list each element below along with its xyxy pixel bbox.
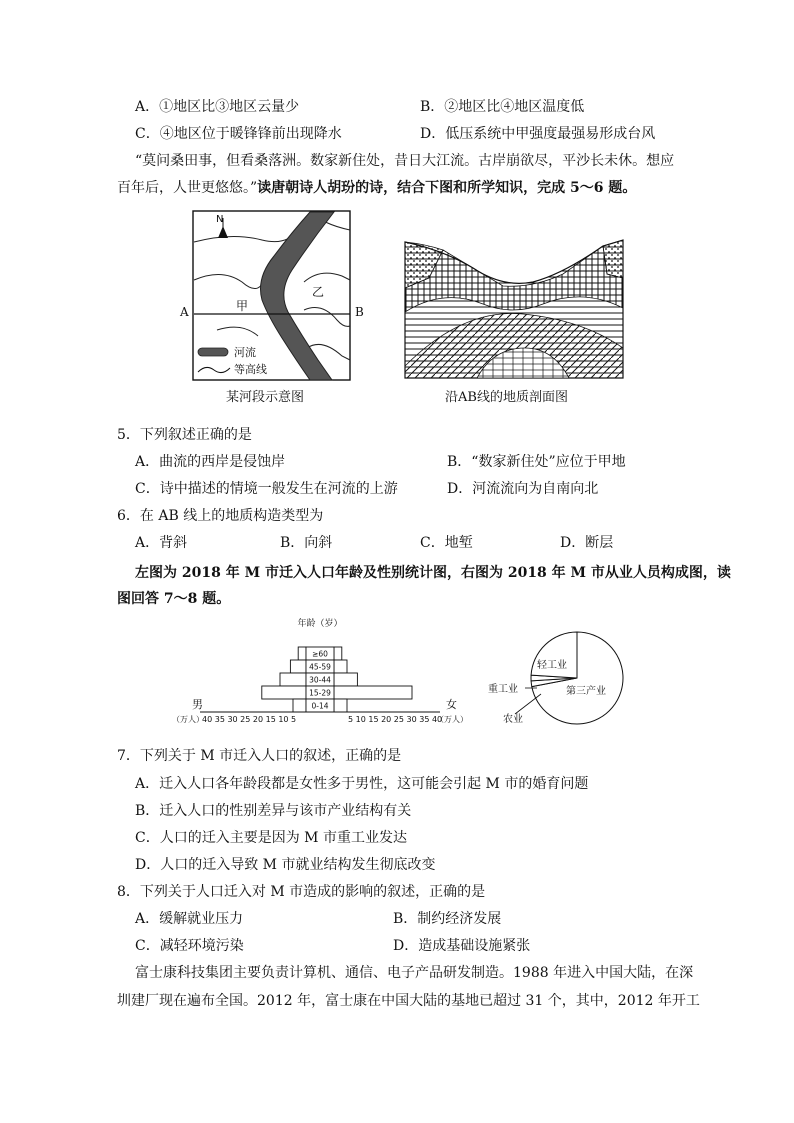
pyramid-female-label: 女 bbox=[446, 698, 457, 711]
q7-stem: 7．下列关于 M 市迁入人口的叙述，正确的是 bbox=[117, 748, 402, 764]
q5-option-c: C．诗中描述的情境一般发生在河流的上游 bbox=[135, 481, 398, 497]
q8-option-c: C．减轻环境污染 bbox=[135, 938, 244, 954]
q4-option-c: C．④地区位于暖锋锋前出现降水 bbox=[135, 126, 342, 142]
poem-line-2-plain: 百年后，人世更悠悠。” bbox=[117, 180, 258, 196]
pyramid-bar-male-3 bbox=[262, 686, 306, 699]
geo-section-diagram bbox=[403, 238, 625, 380]
q6-option-c: C．地堑 bbox=[420, 535, 473, 551]
pyramid-bar-male-0 bbox=[298, 647, 306, 660]
pyramid-bar-male-2 bbox=[280, 673, 306, 686]
pyramid-bars bbox=[262, 647, 412, 712]
q7-option-c: C．人口的迁入主要是因为 M 市重工业发达 bbox=[135, 830, 407, 846]
pyramid-age-label-2: 30-44 bbox=[309, 675, 331, 685]
pyramid-ticks-left: 40 35 30 25 20 15 10 5 bbox=[202, 715, 297, 724]
poem-line-1: “莫问桑田事，但看桑落洲。数家新住处，昔日大江流。古岸崩欲尽，平沙长未休。想应 bbox=[135, 153, 675, 169]
q7-option-b: B．迁入人口的性别差异与该市产业结构有关 bbox=[135, 803, 412, 819]
pyramid-age-label-3: 15-29 bbox=[309, 688, 331, 698]
poem-line-2 bbox=[117, 177, 636, 197]
point-a-label: A bbox=[180, 305, 189, 319]
q4-option-b: B．②地区比④地区温度低 bbox=[420, 99, 585, 115]
poem-line-2-instruction: 读唐朝诗人胡玢的诗，结合下图和所学知识，完成 5～6 题。 bbox=[257, 180, 637, 196]
legend-river: 河流 bbox=[234, 346, 256, 359]
point-b-label: B bbox=[355, 305, 364, 319]
q6-option-d: D．断层 bbox=[560, 535, 614, 551]
q4-option-a: A．①地区比③地区云量少 bbox=[135, 99, 300, 115]
intro-7-8-line-1: 左图为 2018 年 M 市迁入人口年龄及性别统计图，右图为 2018 年 M 市从业人员构成图，读 bbox=[135, 565, 731, 581]
pyramid-unit-left: （万人） bbox=[172, 715, 204, 724]
pyramid-bar-male-1 bbox=[290, 660, 306, 673]
pyramid-age-label-4: 0-14 bbox=[311, 701, 329, 711]
foxconn-line-2: 圳建厂现在遍布全国。2012 年，富士康在中国大陆的基地已超过 31 个，其中，2012 年开工 bbox=[117, 993, 700, 1009]
pyramid-bar-female-2 bbox=[334, 673, 357, 686]
q8-option-d: D．造成基础设施紧张 bbox=[393, 938, 531, 954]
river-map-caption: 某河段示意图 bbox=[226, 390, 305, 405]
population-pyramid-chart bbox=[170, 614, 470, 726]
q8-option-b: B．制约经济发展 bbox=[393, 911, 502, 927]
pie-label-light-industry: 轻工业 bbox=[537, 660, 567, 671]
river-map bbox=[192, 210, 352, 382]
pie-label-heavy-industry: 重工业 bbox=[488, 684, 518, 695]
q6-option-b: B．向斜 bbox=[280, 535, 333, 551]
pyramid-ticks-right: 5 10 15 20 25 30 35 40 bbox=[348, 715, 443, 724]
q8-stem: 8．下列关于人口迁入对 M 市造成的影响的叙述，正确的是 bbox=[117, 884, 486, 900]
pyramid-age-title: 年龄（岁） bbox=[297, 619, 343, 629]
q6-stem: 6．在 AB 线上的地质构造类型为 bbox=[117, 508, 324, 524]
q7-option-a: A．迁入人口各年龄段都是女性多于男性，这可能会引起 M 市的婚育问题 bbox=[135, 776, 589, 792]
q5-option-a: A．曲流的西岸是侵蚀岸 bbox=[135, 454, 286, 470]
q8-option-a: A．缓解就业压力 bbox=[135, 911, 244, 927]
q7-option-d: D．人口的迁入导致 M 市就业结构发生彻底改变 bbox=[135, 857, 436, 873]
q6-option-a: A．背斜 bbox=[135, 535, 188, 551]
pie-label-tertiary: 第三产业 bbox=[566, 686, 606, 697]
legend-contour: 等高线 bbox=[234, 363, 267, 376]
pyramid-unit-right: （万人） bbox=[436, 715, 468, 724]
pyramid-bar-female-0 bbox=[334, 647, 342, 660]
pie-slice-1 bbox=[531, 632, 577, 678]
intro-7-8-line-2: 图回答 7～8 题。 bbox=[117, 591, 231, 607]
pyramid-bar-female-1 bbox=[334, 660, 347, 673]
label-jia: 甲 bbox=[236, 299, 249, 313]
north-label: N bbox=[216, 214, 224, 225]
pyramid-bar-female-3 bbox=[334, 686, 412, 699]
label-yi: 乙 bbox=[312, 285, 325, 299]
pyramid-bar-male-4 bbox=[293, 699, 306, 712]
employment-pie-chart bbox=[485, 626, 635, 726]
q5-option-b: B．“数家新住处”应位于甲地 bbox=[447, 454, 626, 470]
foxconn-line-1: 富士康科技集团主要负责计算机、通信、电子产品研发制造。1988 年进入中国大陆，在深 bbox=[135, 965, 694, 981]
q4-option-d: D．低压系统中甲强度最强易形成台风 bbox=[420, 126, 656, 142]
q5-option-d: D．河流流向为自南向北 bbox=[447, 481, 599, 497]
pyramid-age-label-0: ≥60 bbox=[312, 649, 328, 659]
pyramid-age-label-1: 45-59 bbox=[309, 662, 331, 672]
pie-slices bbox=[531, 632, 623, 724]
geo-section-caption: 沿AB线的地质剖面图 bbox=[445, 390, 568, 405]
q5-stem: 5．下列叙述正确的是 bbox=[117, 427, 252, 443]
pie-label-agriculture: 农业 bbox=[503, 714, 523, 725]
pyramid-male-label: 男 bbox=[192, 698, 203, 711]
pyramid-bar-female-4 bbox=[334, 699, 347, 712]
